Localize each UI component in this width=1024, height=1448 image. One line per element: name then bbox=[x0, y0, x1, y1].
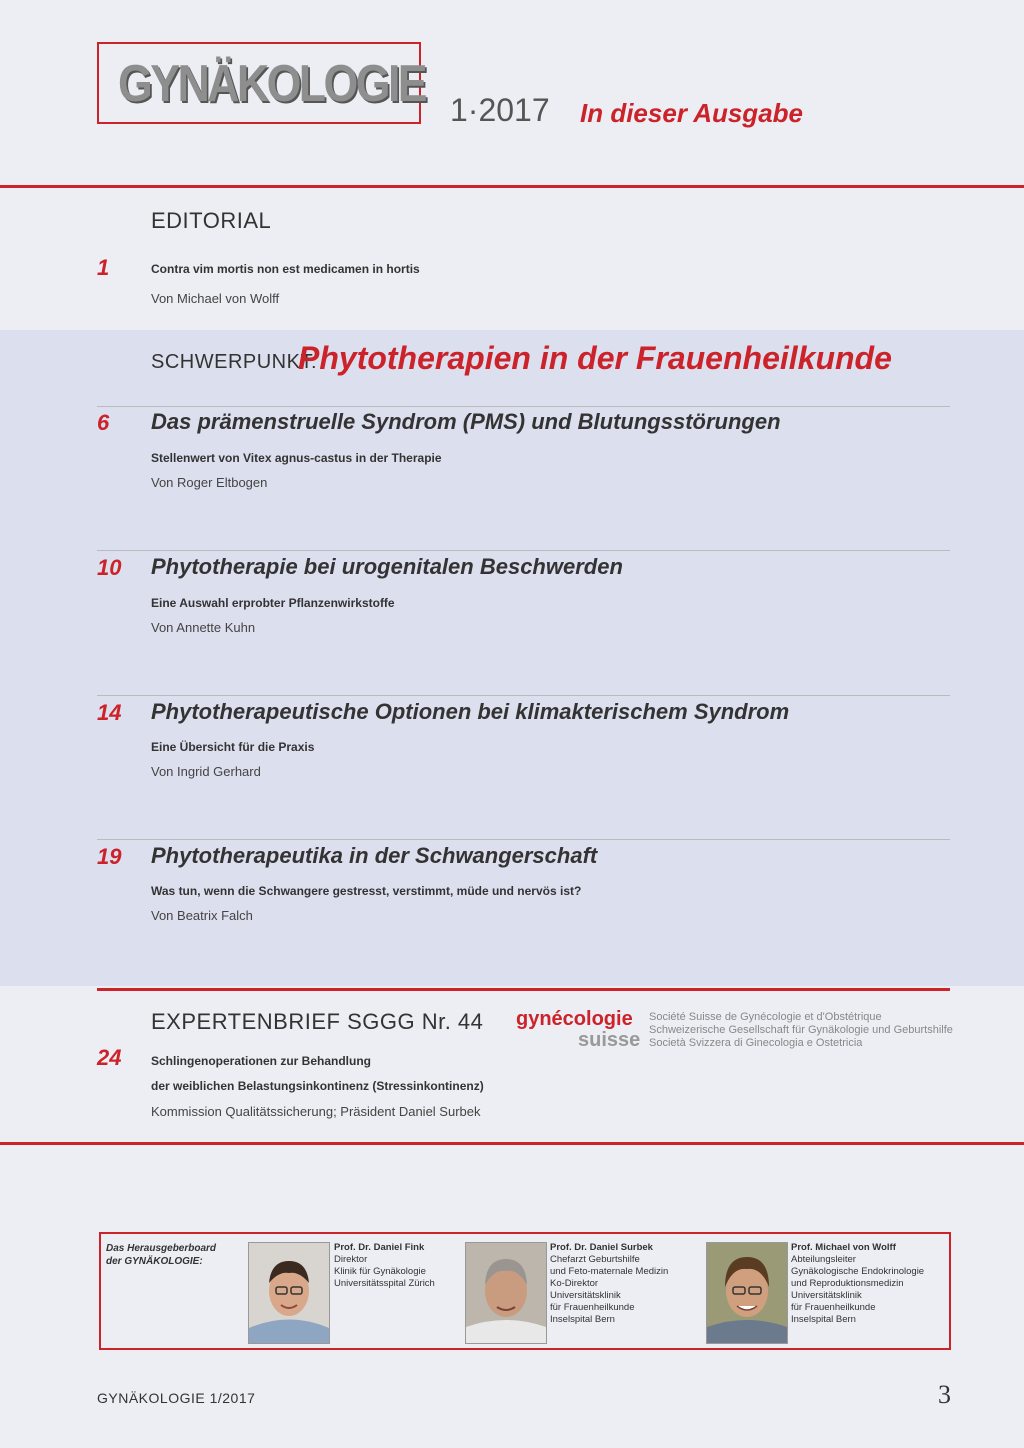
item-title[interactable]: Das prämenstruelle Syndrom (PMS) und Blutungsstörungen bbox=[151, 409, 781, 434]
member-line: Inselspital Bern bbox=[550, 1314, 615, 1325]
tagline: In dieser Ausgabe bbox=[580, 98, 803, 128]
header-divider bbox=[0, 185, 1024, 188]
expertenbrief-label: EXPERTENBRIEF SGGG Nr. 44 bbox=[151, 1009, 484, 1034]
schwerpunkt-label: SCHWERPUNKT: bbox=[151, 351, 318, 373]
expertenbrief-page: 24 bbox=[97, 1045, 122, 1070]
item-subtitle: Was tun, wenn die Schwangere gestresst, verstimmt, müde und nervös ist? bbox=[151, 884, 582, 898]
item-author: Von Beatrix Falch bbox=[151, 908, 253, 923]
society-logo-word2: suisse bbox=[578, 1029, 641, 1051]
item-title[interactable]: Phytotherapeutika in der Schwangerschaft bbox=[151, 843, 598, 868]
divider bbox=[97, 839, 950, 840]
portrait-fink bbox=[248, 1242, 330, 1344]
member-line: Inselspital Bern bbox=[791, 1314, 856, 1325]
item-author: Von Ingrid Gerhard bbox=[151, 764, 261, 779]
board-member bbox=[550, 1242, 668, 1326]
member-line: Abteilungsleiter bbox=[791, 1254, 856, 1265]
item-author: Von Annette Kuhn bbox=[151, 620, 256, 635]
editorial-author: Von Michael von Wolff bbox=[151, 291, 280, 306]
expertenbrief-author: Kommission Qualitätssicherung; Präsident Daniel Surbek bbox=[151, 1104, 481, 1119]
member-line: Gynäkologische Endokrinologie bbox=[791, 1266, 925, 1277]
society-name-de: Schweizerische Gesellschaft für Gynäkologie und Geburtshilfe bbox=[649, 1024, 953, 1036]
item-page: 19 bbox=[97, 844, 122, 869]
item-page: 6 bbox=[97, 410, 110, 435]
item-page: 14 bbox=[97, 700, 122, 725]
schwerpunkt-title: Phytotherapien in der Frauenheilkunde bbox=[298, 340, 892, 376]
board-label-line1: Das Herausgeberboard bbox=[106, 1243, 217, 1254]
expertenbrief-divider bbox=[97, 988, 950, 991]
item-page: 10 bbox=[97, 555, 122, 580]
member-name: Prof. Dr. Daniel Fink bbox=[334, 1242, 425, 1253]
divider bbox=[97, 550, 950, 551]
issue-number: 1·2017 bbox=[450, 92, 550, 128]
member-line: Klinik für Gynäkologie bbox=[334, 1266, 426, 1277]
expertenbrief-bottom-divider bbox=[0, 1142, 1024, 1145]
item-subtitle: Stellenwert von Vitex agnus-castus in der Therapie bbox=[151, 451, 442, 465]
member-line: Universitätsspital Zürich bbox=[334, 1278, 435, 1289]
expertenbrief-title-line2[interactable]: der weiblichen Belastungsinkontinenz (Stressinkontinenz) bbox=[151, 1079, 484, 1093]
member-line: Chefarzt Geburtshilfe bbox=[550, 1254, 640, 1265]
expertenbrief-title-line1[interactable]: Schlingenoperationen zur Behandlung bbox=[151, 1054, 372, 1068]
portrait-surbek bbox=[465, 1242, 547, 1344]
item-title[interactable]: Phytotherapeutische Optionen bei klimakterischem Syndrom bbox=[151, 699, 790, 724]
editorial-page: 1 bbox=[97, 255, 110, 280]
divider bbox=[97, 406, 950, 407]
footer-journal: GYNÄKOLOGIE 1/2017 bbox=[97, 1390, 256, 1406]
editorial-label: EDITORIAL bbox=[151, 208, 272, 233]
member-line: Universitätsklinik bbox=[550, 1290, 621, 1301]
society-logo-word1: gynécologie bbox=[516, 1008, 633, 1030]
item-author: Von Roger Eltbogen bbox=[151, 475, 268, 490]
society-name-fr: Société Suisse de Gynécologie et d'Obstétrique bbox=[649, 1011, 882, 1023]
member-line: und Feto-maternale Medizin bbox=[550, 1266, 669, 1277]
member-line: Ko-Direktor bbox=[550, 1278, 599, 1289]
footer-page-number: 3 bbox=[938, 1380, 951, 1409]
society-name-it: Società Svizzera di Ginecologia e Ostetricia bbox=[649, 1037, 863, 1049]
member-line: Direktor bbox=[334, 1254, 368, 1265]
board-label-line2: der GYNÄKOLOGIE: bbox=[106, 1256, 203, 1267]
item-subtitle: Eine Auswahl erprobter Pflanzenwirkstoffe bbox=[151, 596, 395, 610]
item-title[interactable]: Phytotherapie bei urogenitalen Beschwerden bbox=[151, 554, 623, 579]
member-name: Prof. Michael von Wolff bbox=[791, 1242, 896, 1253]
member-line: Universitätsklinik bbox=[791, 1290, 862, 1301]
member-line: für Frauenheilkunde bbox=[791, 1302, 876, 1313]
board-member bbox=[334, 1242, 435, 1290]
item-subtitle: Eine Übersicht für die Praxis bbox=[151, 740, 315, 754]
member-line: und Reproduktionsmedizin bbox=[791, 1278, 904, 1289]
editorial-title[interactable]: Contra vim mortis non est medicamen in hortis bbox=[151, 262, 420, 276]
portrait-von-wolff bbox=[706, 1242, 788, 1344]
journal-logo: GYNÄKOLOGIE bbox=[118, 55, 426, 113]
member-name: Prof. Dr. Daniel Surbek bbox=[550, 1242, 653, 1253]
board-member bbox=[791, 1242, 924, 1326]
divider bbox=[97, 695, 950, 696]
member-line: für Frauenheilkunde bbox=[550, 1302, 635, 1313]
